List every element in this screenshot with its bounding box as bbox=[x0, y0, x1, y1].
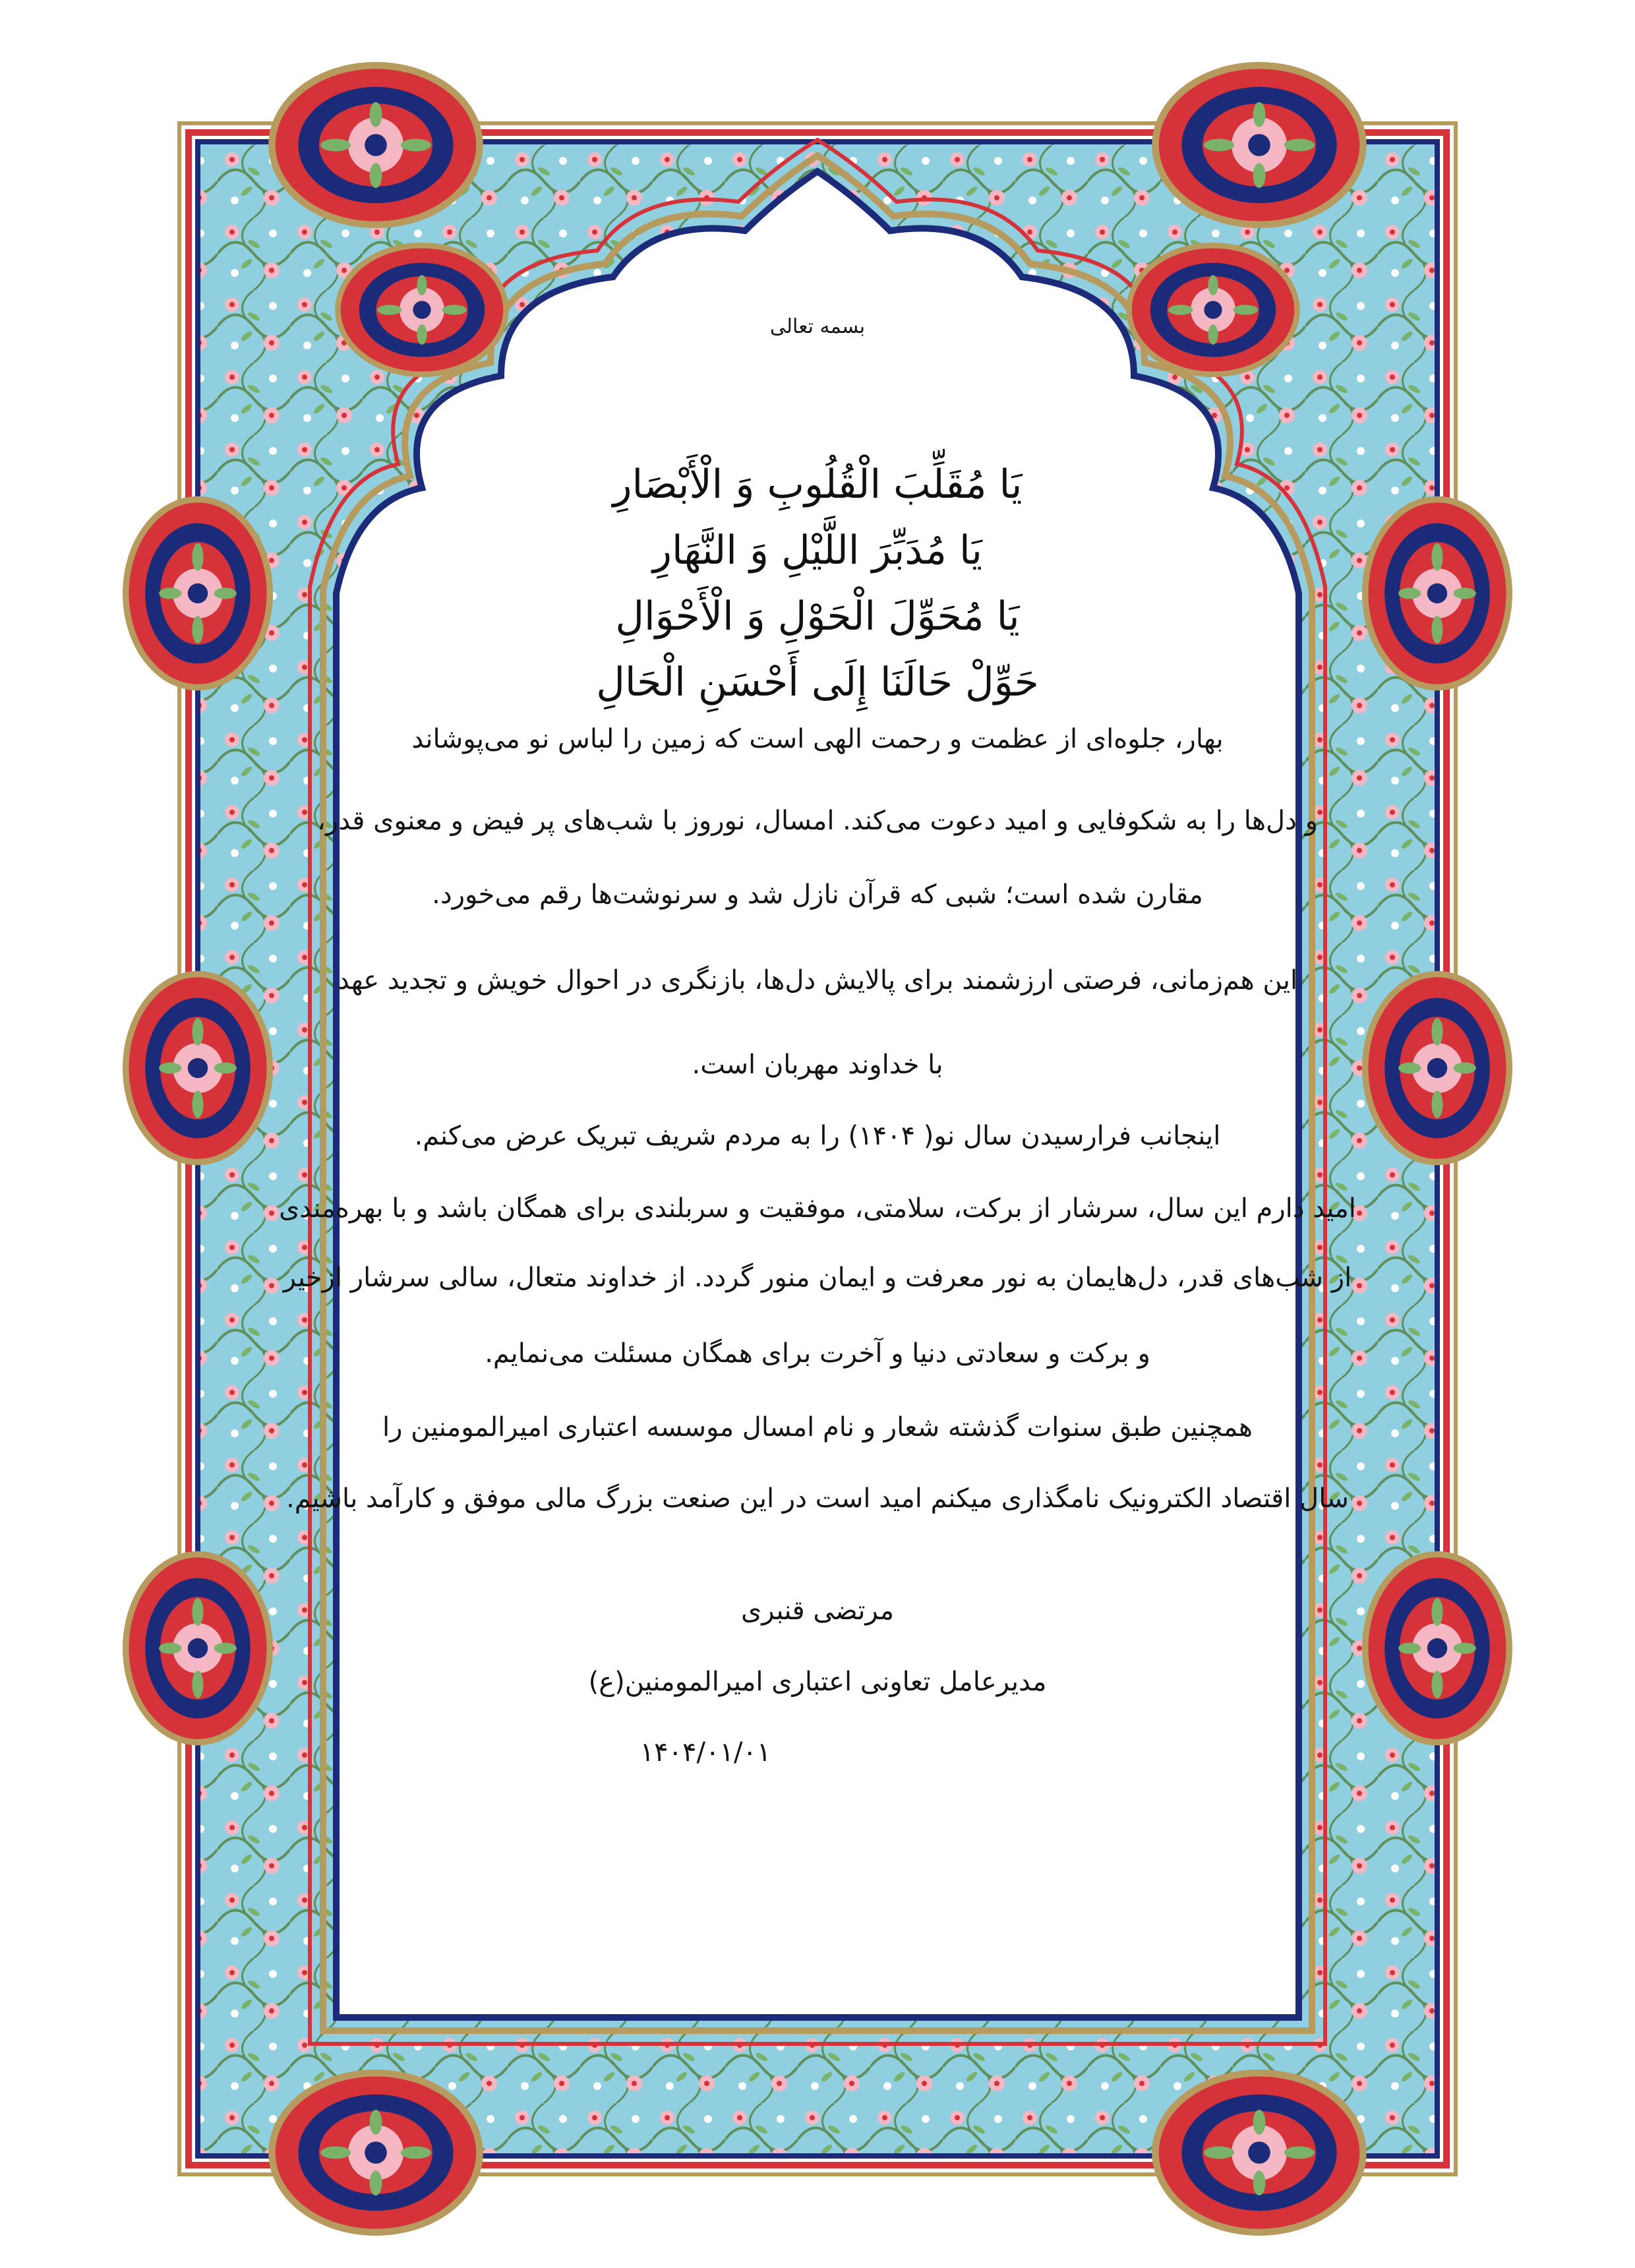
signatory-title: مدیرعامل تعاونی اعتباری امیرالمومنین(ع) bbox=[588, 1667, 1047, 1697]
verse-line: يَا مُدَبِّرَ اللَّيْلِ وَ النَّهَارِ bbox=[652, 527, 982, 574]
verse-line: حَوِّلْ حَالَنَا إِلَى أَحْسَنِ الْحَالِ bbox=[596, 659, 1039, 705]
body-line: از شب‌های قدر، دل‌هایمان به نور معرفت و ایمان منور گردد. از خداوند متعال، سالی سرشار ازخیر bbox=[283, 1263, 1352, 1293]
body-line: و دل‌ها را به شکوفایی و امید دعوت می‌کند. امسال، نوروز با شب‌های پر فیض و معنوی قدر، bbox=[317, 806, 1318, 836]
body-line: اینجانب فرارسیدن سال نو( ۱۴۰۴) را به مردم شریف تبریک عرض می‌کنم. bbox=[414, 1121, 1221, 1151]
body-line: این هم‌زمانی، فرصتی ارزشمند برای پالایش دل‌ها، بازنگری در احوال خویش و تجدید عهد bbox=[337, 965, 1298, 996]
body-line: امید دارم این سال، سرشار از برکت، سلامتی، موفقیت و سربلندی برای همگان باشد و با بهره‌مندی bbox=[279, 1193, 1356, 1224]
body-line: همچنین طبق سنوات گذشته شعار و نام امسال موسسه اعتباری امیرالمومنین را bbox=[382, 1412, 1253, 1443]
body-line: با خداوند مهربان است. bbox=[692, 1050, 943, 1080]
body-line: بهار، جلوه‌ای از عظمت و رحمت الهی است که زمین را لباس نو می‌پوشاند bbox=[411, 724, 1224, 754]
body-line: مقارن شده است؛ شبی که قرآن نازل شد و سرنوشت‌ها رقم می‌خورد. bbox=[432, 880, 1203, 910]
verse-line: يَا مُحَوِّلَ الْحَوْلِ وَ الْأَحْوَالِ bbox=[615, 593, 1020, 640]
signatory-name: مرتضی قنبری bbox=[740, 1596, 894, 1626]
letter-date: ۱۴۰۴/۰۱/۰۱ bbox=[639, 1737, 771, 1768]
verse-line: يَا مُقَلِّبَ الْقُلُوبِ وَ الْأَبْصَارِ bbox=[612, 462, 1023, 508]
heading: بسمه تعالی bbox=[769, 315, 866, 338]
body-line: و برکت و سعادتی دنیا و آخرت برای همگان مسئلت می‌نمایم. bbox=[485, 1338, 1150, 1369]
body-line: سال اقتصاد الکترونیک نامگذاری میکنم امید است در این صنعت بزرگ مالی موفق و کارآمد باشیم. bbox=[286, 1483, 1349, 1514]
